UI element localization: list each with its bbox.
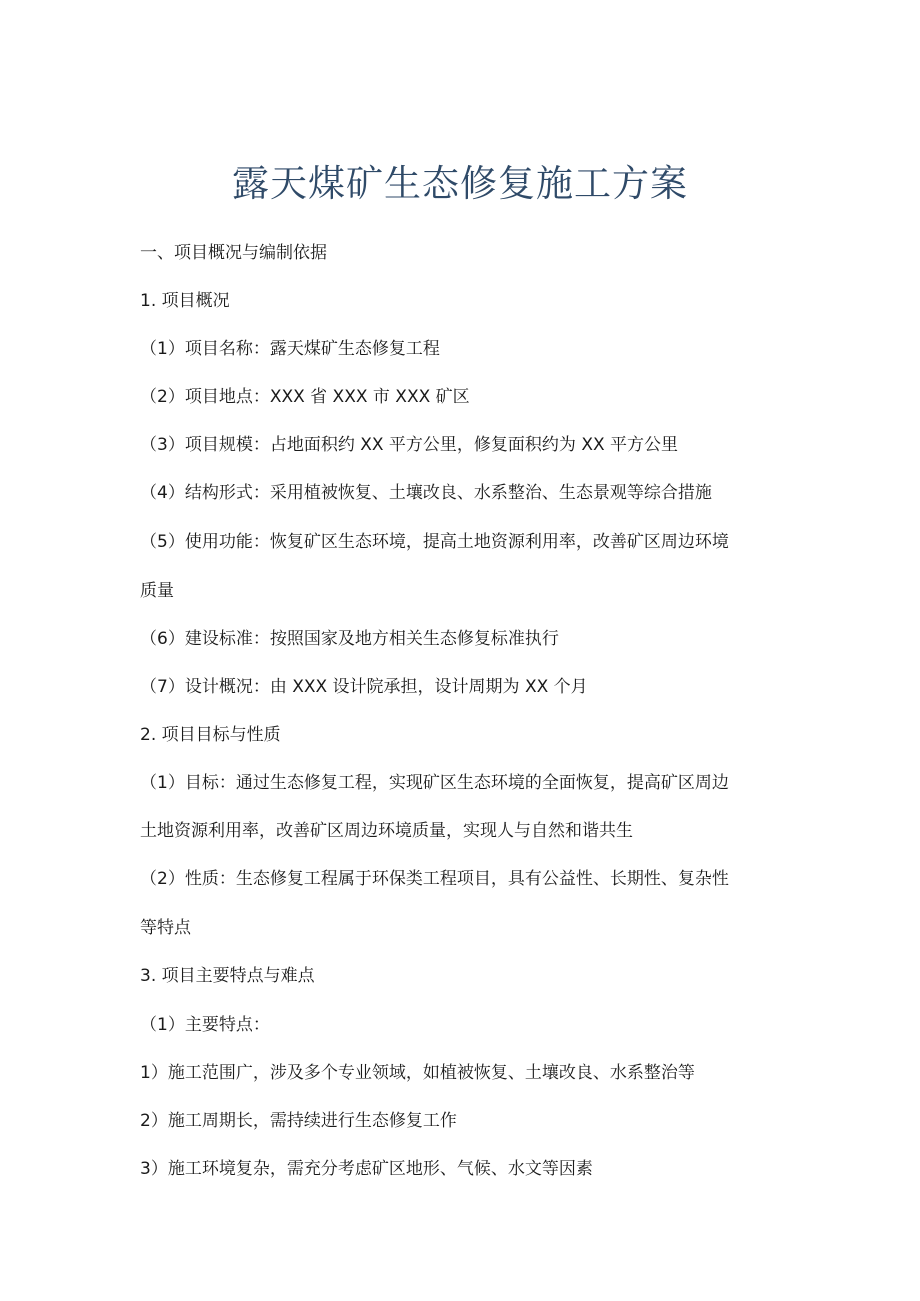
paragraph-line: （2）性质：生态修复工程属于环保类工程项目，具有公益性、长期性、复杂性 [140,869,729,889]
subsection-heading: 1. 项目概况 [140,291,230,311]
paragraph-line: 质量 [140,581,174,601]
subsection-heading: 3. 项目主要特点与难点 [140,966,315,986]
list-item: 3）施工环境复杂，需充分考虑矿区地形、气候、水文等因素 [140,1159,593,1179]
paragraph-line: （4）结构形式：采用植被恢复、土壤改良、水系整治、生态景观等综合措施 [140,483,712,503]
paragraph-line: （5）使用功能：恢复矿区生态环境，提高土地资源利用率，改善矿区周边环境 [140,532,729,552]
list-item: 1）施工范围广，涉及多个专业领域，如植被恢复、土壤改良、水系整治等 [140,1063,695,1083]
document-title: 露天煤矿生态修复施工方案 [232,162,688,205]
paragraph-line: （6）建设标准：按照国家及地方相关生态修复标准执行 [140,629,559,649]
paragraph-line: （1）目标：通过生态修复工程，实现矿区生态环境的全面恢复，提高矿区周边 [140,773,729,793]
subsection-heading: 2. 项目目标与性质 [140,725,281,745]
paragraph-line: （2）项目地点：XXX 省 XXX 市 XXX 矿区 [140,387,470,407]
paragraph-line: （1）主要特点： [140,1015,270,1035]
section-heading: 一、项目概况与编制依据 [140,243,327,263]
list-item: 2）施工周期长，需持续进行生态修复工作 [140,1111,457,1131]
paragraph-line: （1）项目名称：露天煤矿生态修复工程 [140,339,440,359]
paragraph-line: 土地资源利用率，改善矿区周边环境质量，实现人与自然和谐共生 [140,821,633,841]
paragraph-line: 等特点 [140,918,191,938]
paragraph-line: （3）项目规模：占地面积约 XX 平方公里，修复面积约为 XX 平方公里 [140,435,679,455]
paragraph-line: （7）设计概况：由 XXX 设计院承担，设计周期为 XX 个月 [140,677,588,697]
